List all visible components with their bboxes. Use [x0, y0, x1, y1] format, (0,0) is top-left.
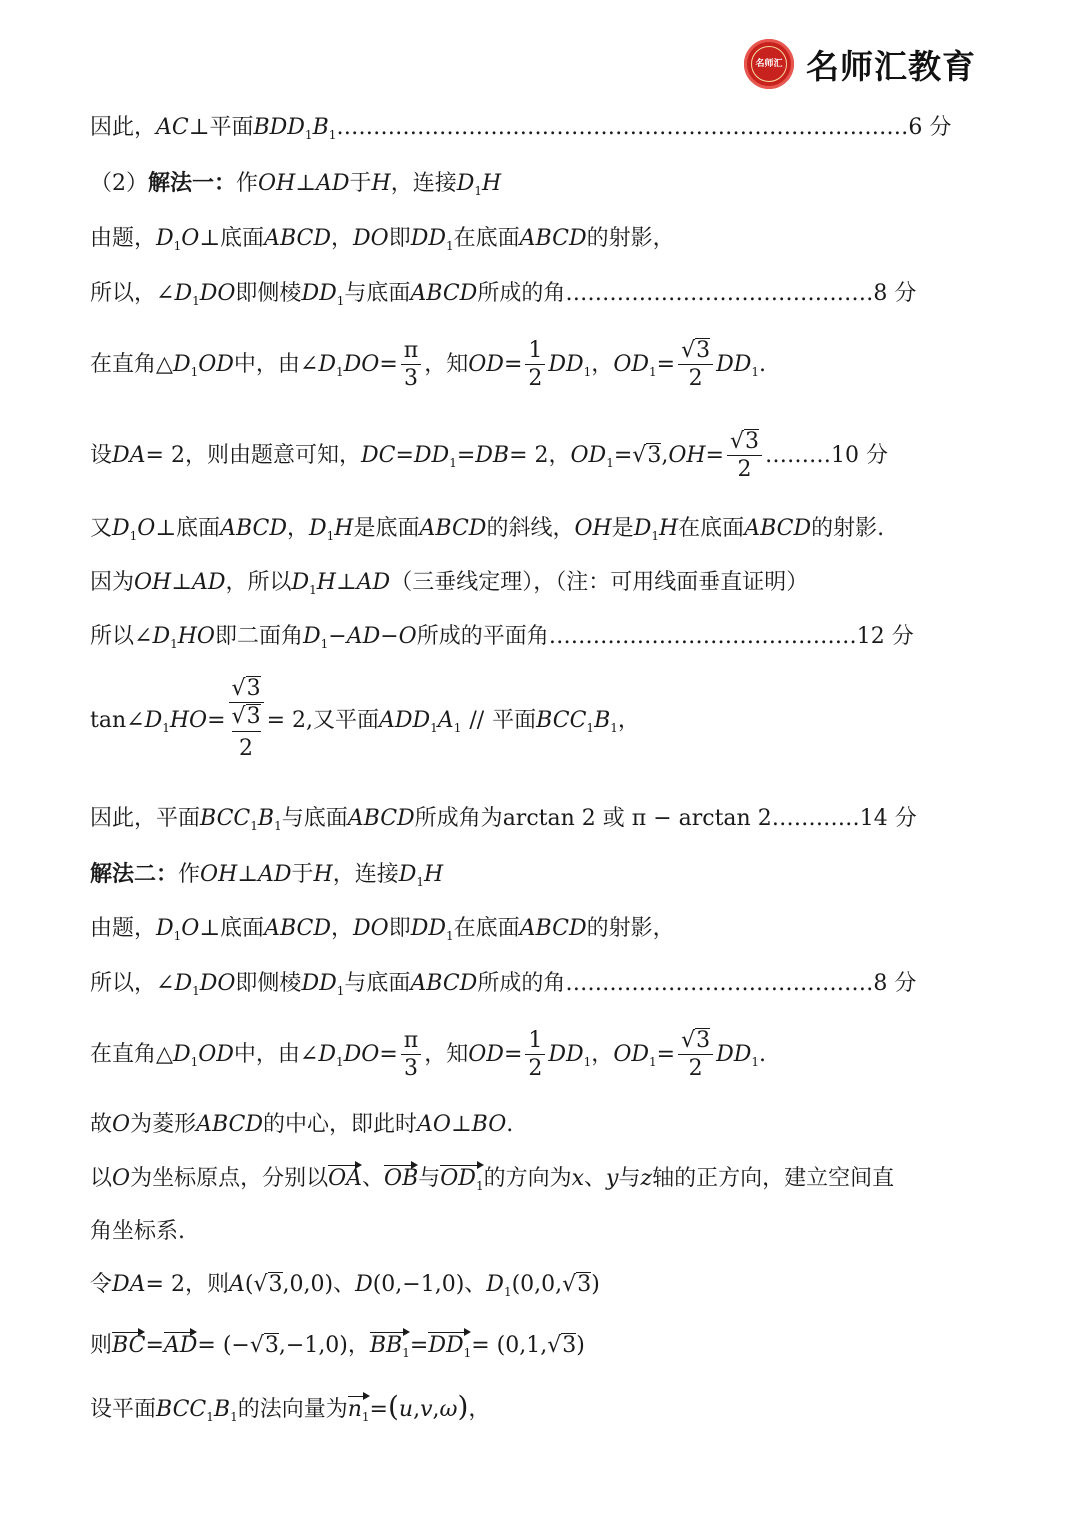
doc-line: 在直角$\triangle D_1OD$中，由$\angle D_1DO=$ $\frac{\pi}{3}$ ，知OD= $\frac{1}{2}$ $DD_1$，$OD_1=$ $\frac{√3}{2}$ $DD_1$.: [90, 1027, 767, 1081]
doc-line: 角坐标系.: [90, 1219, 185, 1244]
doc-line: 因为OH⊥AD，所以$D_1H\perp AD$（三垂线定理），（注：可用线面垂直证明）: [90, 570, 809, 597]
doc-line: $\tan\angle D_1HO=$ $\frac{√3}{\frac{√3}{2}}$ = 2,又平面$ADD_1A_1$ // 平面$BCC_1B_1$，: [90, 676, 640, 766]
brand-logo: [744, 38, 976, 90]
doc-line: 所以$\angle D_1HO$即二面角$D_1-AD-O$所成的平面角……………………………………12 分: [90, 624, 914, 651]
vector-oa: OA: [328, 1164, 362, 1194]
fraction: $\frac{\pi}{3}$: [401, 338, 421, 393]
doc-line: 则BC=AD= (−√3,−1,0)，$BB_1=DD_1= (0,1,√3)$: [90, 1331, 585, 1368]
fraction: $\frac{1}{2}$: [525, 1028, 545, 1083]
doc-line: （2）解法一：作OH⊥AD于H，连接$D_1H$: [90, 170, 502, 198]
vector-dd1: $DD_1$: [428, 1331, 471, 1368]
doc-line: 在直角$\triangle D_1OD$中，由$\angle D_1DO=$ $\frac{\pi}{3}$ ，知OD= $\frac{1}{2}$ $DD_1$，$OD_1=$ $\frac{√3}{2}$ $DD_1$.: [90, 337, 767, 391]
doc-line: 因此，AC⊥平面$BDD_1B_1\dots\dots\dots\dots\dots\dots\dots\dots\dots\dots\dots\dots\dots\dots\dots\dots\dots\dots\dots\dots\dots\dots\dots\dots\dots\dots 6$ 分: [90, 115, 952, 142]
doc-line: 由题，$D_1O\perp$底面ABCD，DO即$DD_1$在底面ABCD的射影，: [90, 226, 675, 253]
doc-line: 设平面$BCC_1B_1$的法向量为$n_1=(u,v,\omega)$，: [90, 1392, 490, 1432]
fraction: $\frac{√3}{\frac{√3}{2}}$: [229, 676, 264, 766]
fraction: $\frac{√3}{2}$: [727, 429, 762, 484]
doc-line: 令DA= 2，则A(√3,0,0)、D(0,−1,0)、$D_1(0,0,√3)$: [90, 1272, 600, 1299]
fraction: $\frac{1}{2}$: [525, 338, 545, 393]
doc-line: 故O为菱形ABCD的中心，即此时AO⊥BO.: [90, 1112, 514, 1137]
brand-name: 名师汇教育: [806, 46, 976, 86]
vector-ad: AD: [164, 1331, 198, 1361]
vector-n1: $n_1$: [348, 1395, 370, 1432]
vector-bc: BC: [112, 1331, 145, 1361]
vector-od1: $OD_1$: [440, 1164, 483, 1201]
doc-line: 又$D_1O\perp$底面ABCD，$D_1H$是底面ABCD的斜线，OH是$D_1H$在底面ABCD的射影.: [90, 516, 885, 543]
doc-line: 由题，$D_1O\perp$底面ABCD，DO即$DD_1$在底面ABCD的射影，: [90, 916, 675, 943]
fraction: $\frac{\pi}{3}$: [401, 1028, 421, 1083]
fraction: $\frac{√3}{2}$: [678, 338, 713, 393]
vector-ob: OB: [384, 1164, 418, 1194]
doc-line: 以O为坐标原点，分别以OA、OB与$OD_1$的方向为x、y与z轴的正方向，建立空间直: [90, 1164, 894, 1201]
seal-icon: [744, 39, 794, 89]
doc-line: 设DA= 2，则由题意可知，$DC=DD_1=DB= 2$，$OD_1=√3,OH=$ $\frac{√3}{2}$ ………10 分: [90, 428, 889, 482]
doc-line: 因此，平面$BCC_1B_1$与底面ABCD所成角为arctan 2 或 π − arctan 2…………14 分: [90, 806, 917, 833]
doc-line: 所以，$\angle D_1DO$即侧棱$DD_1$与底面ABCD所成的角……………………………………8 分: [90, 971, 917, 998]
fraction: $\frac{√3}{2}$: [678, 1028, 713, 1083]
doc-line: 解法二：作OH⊥AD于H，连接$D_1H$: [90, 861, 444, 889]
doc-line: 所以，$\angle D_1DO$即侧棱$DD_1$与底面ABCD所成的角……………………………………8 分: [90, 281, 917, 308]
seal-text: 名师汇: [755, 59, 783, 69]
vector-bb1: $BB_1$: [370, 1331, 410, 1368]
